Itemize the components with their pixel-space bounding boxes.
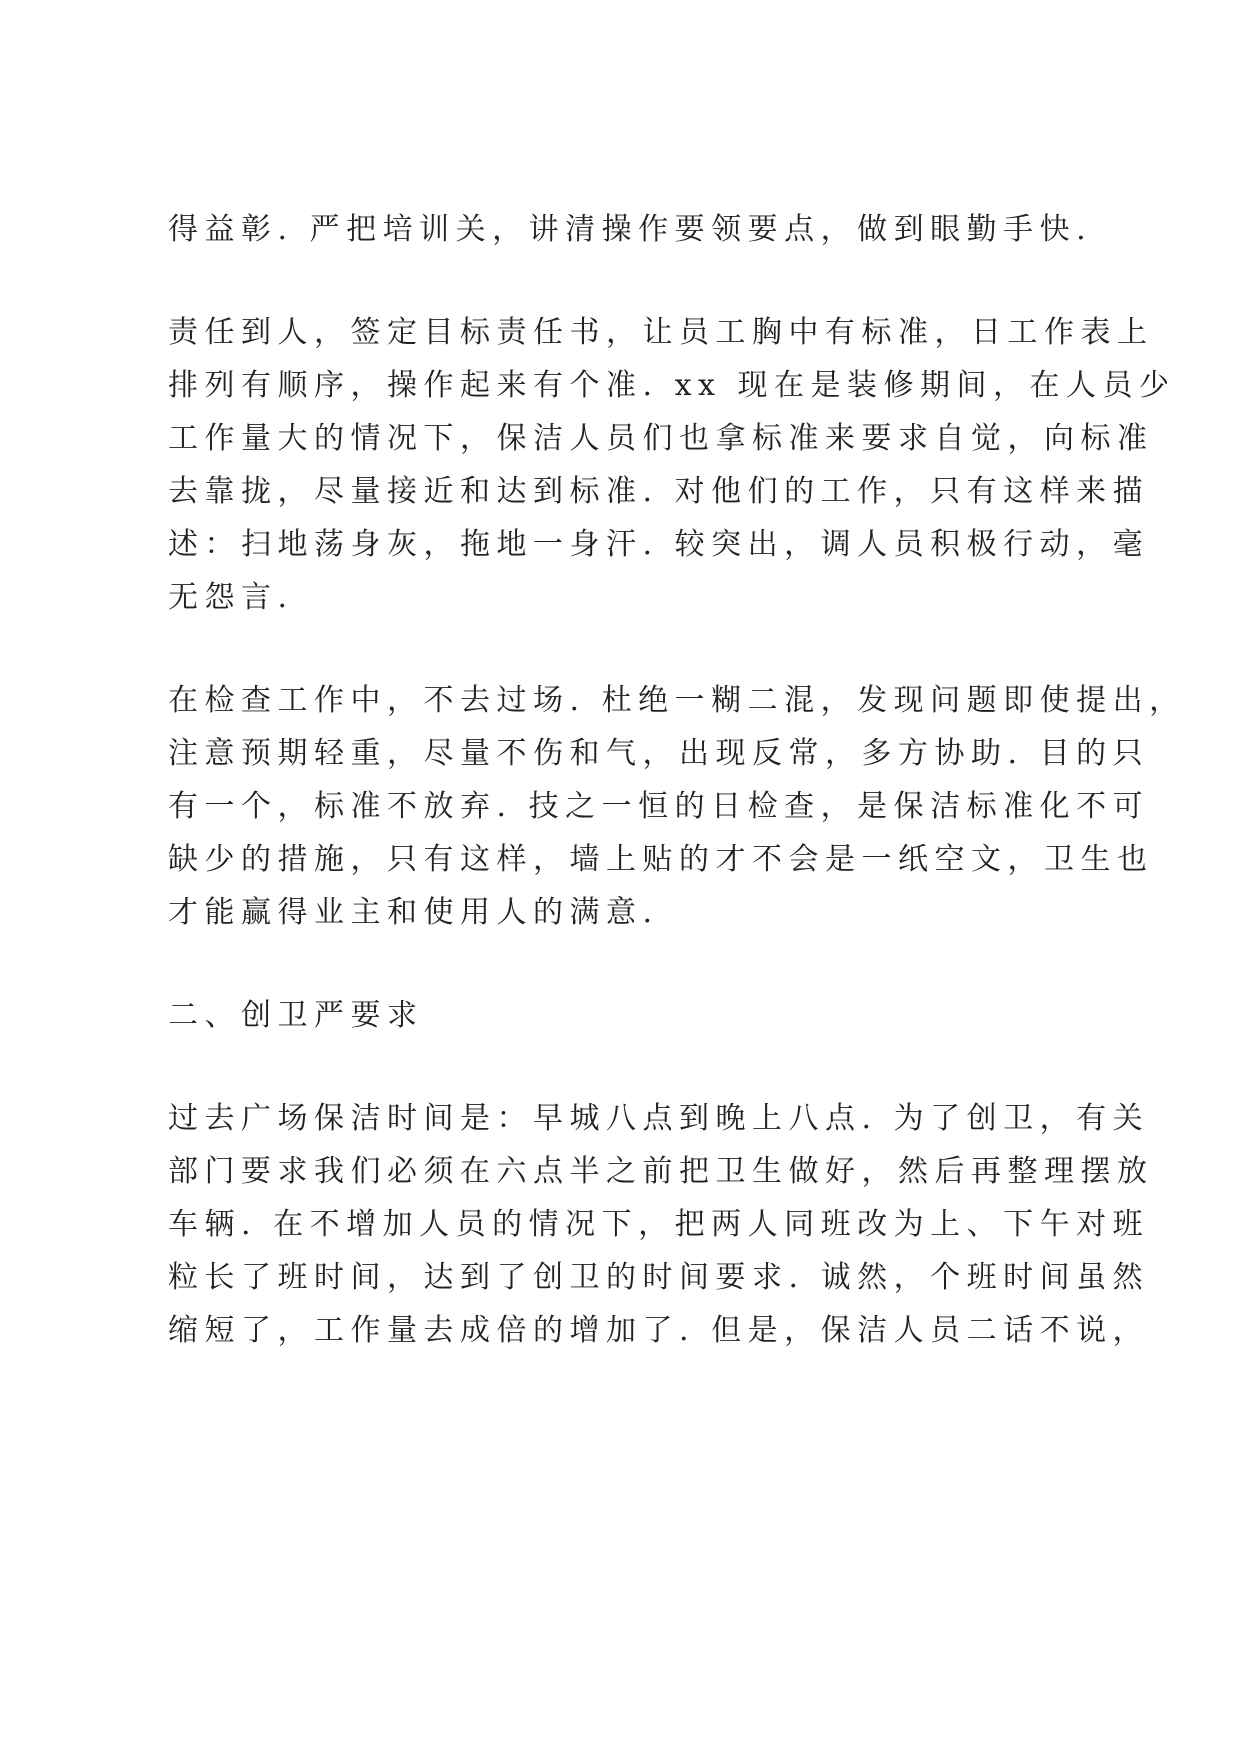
paragraph-2-line-5: 述：扫地荡身灰，拖地一身汗. 较突出，调人员积极行动，毫 [168,527,1150,562]
paragraph-1-line-1: 得益彰. 严把培训关，讲清操作要领要点，做到眼勤手快. [168,212,1093,247]
paragraph-4-line-5: 缩短了，工作量去成倍的增加了. 但是，保洁人员二话不说， [168,1313,1150,1348]
paragraph-3-line-2: 注意预期轻重，尽量不伤和气，出现反常，多方协助. 目的只 [168,736,1150,771]
paragraph-4-line-3: 车辆. 在不增加人员的情况下，把两人同班改为上、下午对班 [168,1207,1150,1242]
paragraph-3-line-3: 有一个，标准不放弃. 技之一恒的日检查，是保洁标准化不可 [168,789,1150,824]
paragraph-4-line-1: 过去广场保洁时间是：早城八点到晚上八点. 为了创卫，有关 [168,1101,1150,1136]
paragraph-2-line-6: 无怨言. [168,580,294,615]
paragraph-3-line-5: 才能赢得业主和使用人的满意. [168,895,659,930]
paragraph-2-line-1: 责任到人，签定目标责任书，让员工胸中有标准，日工作表上 [168,315,1154,350]
paragraph-2-line-3: 工作量大的情况下，保洁人员们也拿标准来要求自觉，向标准 [168,421,1154,456]
paragraph-2-line-4: 去靠拢，尽量接近和达到标准. 对他们的工作，只有这样来描 [168,474,1150,509]
paragraph-3-line-1: 在检查工作中，不去过场. 杜绝一糊二混，发现问题即使提出， [168,683,1186,718]
paragraph-4-line-4: 粒长了班时间，达到了创卫的时间要求. 诚然，个班时间虽然 [168,1260,1150,1295]
section-heading: 二、创卫严要求 [168,998,424,1033]
paragraph-2-line-2: 排列有顺序，操作起来有个准. xx 现在是装修期间，在人员少 [168,368,1176,403]
paragraph-4-line-2: 部门要求我们必须在六点半之前把卫生做好，然后再整理摆放 [168,1154,1154,1189]
paragraph-3-line-4: 缺少的措施，只有这样，墙上贴的才不会是一纸空文，卫生也 [168,842,1154,877]
